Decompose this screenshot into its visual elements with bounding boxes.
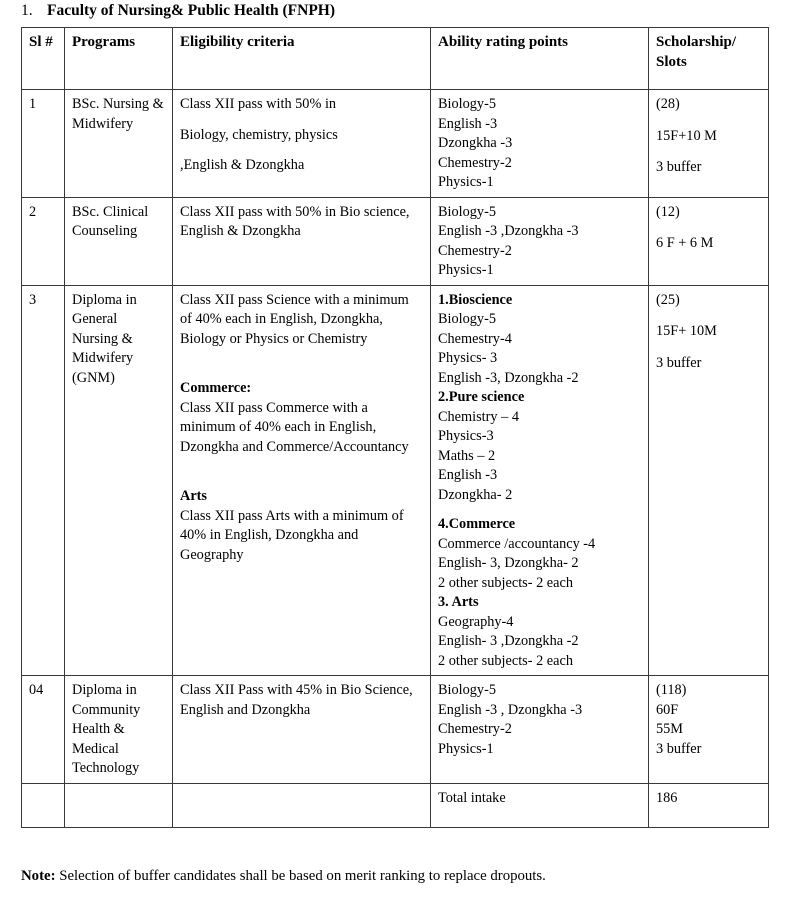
rating-line: Geography-4 <box>438 613 514 630</box>
eligibility-block-science: Class XII pass Science with a minimum of 40% each in English, Dzongkha, Biology or Physics or Chemistry <box>180 291 409 347</box>
rating-line: Physics- 3 <box>438 350 498 366</box>
rating-line: 2 other subjects- 2 each <box>438 652 573 669</box>
row-program-name: Diploma in Community Health & Medical Technology <box>65 676 173 784</box>
note-text <box>21 866 771 886</box>
rating-line: Physics-3 <box>438 428 494 444</box>
column-header-sl: Sl # <box>22 28 65 90</box>
page-title <box>21 1 761 21</box>
rating-line: Biology-5 <box>438 311 496 327</box>
column-header-ability-rating: Ability rating points <box>431 28 649 90</box>
slots-line: (118) <box>656 682 687 698</box>
note-label: Note: <box>21 868 56 884</box>
row-scholarship-slots <box>649 285 769 676</box>
table-row <box>22 285 769 676</box>
row-sl-number: 2 <box>22 197 65 285</box>
note-body: Selection of buffer candidates shall be based on merit ranking to replace dropouts. <box>55 868 546 884</box>
rating-line: 2 other subjects- 2 each <box>438 574 573 591</box>
column-header-programs: Programs <box>65 28 173 90</box>
rating-group-heading-arts: 3. Arts <box>438 594 479 610</box>
row-scholarship-slots <box>649 197 769 285</box>
total-row-empty-sl <box>22 783 65 827</box>
row-eligibility-criteria: Class XII pass with 50% in Bio science, English & Dzongkha <box>173 197 431 285</box>
table-header-row <box>22 28 769 90</box>
total-row-empty-eligibility <box>173 783 431 827</box>
rating-group-heading-bioscience: 1.Bioscience <box>438 291 513 308</box>
slots-line: 3 buffer <box>656 354 702 371</box>
rating-line: Physics-1 <box>438 262 494 278</box>
rating-line: Chemestry-2 <box>438 242 512 259</box>
slots-line: (12) <box>656 203 680 220</box>
table-row <box>22 90 769 198</box>
row-program-name: BSc. Clinical Counseling <box>65 197 173 285</box>
rating-line: Commerce /accountancy -4 <box>438 535 596 552</box>
rating-line: Physics-1 <box>438 174 494 190</box>
spacer <box>180 457 424 487</box>
slots-line: 60F <box>656 701 679 718</box>
rating-line: Biology-5 <box>438 96 496 112</box>
rating-line: Biology-5 <box>438 682 496 698</box>
total-intake-value: 186 <box>649 783 769 827</box>
rating-group-heading-pure-science: 2.Pure science <box>438 389 525 405</box>
rating-line: English -3 ,Dzongkha -3 <box>438 223 579 239</box>
row-program-name: BSc. Nursing & Midwifery <box>65 90 173 198</box>
admission-criteria-table <box>21 27 769 828</box>
total-intake-label: Total intake <box>431 783 649 827</box>
slots-line: 55M <box>656 721 684 737</box>
table-row <box>22 197 769 285</box>
rating-line: Physics-1 <box>438 740 494 757</box>
row-sl-number: 04 <box>22 676 65 784</box>
rating-line: Dzongkha -3 <box>438 135 513 151</box>
row-program-name: Diploma in General Nursing & Midwifery (GNM) <box>65 285 173 676</box>
slots-line: (28) <box>656 96 680 112</box>
rating-line: Chemestry-2 <box>438 154 512 171</box>
eligibility-block-heading-arts: Arts <box>180 488 207 504</box>
section-number: 1. <box>21 2 33 19</box>
rating-line: Chemistry – 4 <box>438 408 520 425</box>
row-scholarship-slots <box>649 676 769 784</box>
row-ability-rating-points <box>431 90 649 198</box>
rating-line: English -3 <box>438 467 498 483</box>
column-header-scholarship-slots: Scholarship/ Slots <box>649 28 769 90</box>
eligibility-line: ,English & Dzongkha <box>180 157 305 173</box>
slots-line: 3 buffer <box>656 159 702 175</box>
rating-line: English -3 <box>438 115 498 132</box>
eligibility-block-arts: Class XII pass Arts with a minimum of 40% in English, Dzongkha and Geography <box>180 507 404 563</box>
row-eligibility-criteria <box>173 90 431 198</box>
eligibility-line: Biology, chemistry, physics <box>180 126 338 143</box>
table-row <box>22 676 769 784</box>
rating-line: Biology-5 <box>438 203 496 220</box>
rating-line: English -3 , Dzongkha -3 <box>438 701 583 718</box>
column-header-eligibility: Eligibility criteria <box>173 28 431 90</box>
rating-line: English- 3 ,Dzongkha -2 <box>438 633 579 649</box>
rating-line: Chemestry-2 <box>438 721 512 737</box>
row-eligibility-criteria: Class XII Pass with 45% in Bio Science, English and Dzongkha <box>173 676 431 784</box>
table-total-row <box>22 783 769 827</box>
rating-line: Chemestry-4 <box>438 330 512 347</box>
row-ability-rating-points <box>431 285 649 676</box>
row-eligibility-criteria <box>173 285 431 676</box>
eligibility-block-commerce: Class XII pass Commerce with a minimum of 40% each in English, Dzongkha and Commerce/Accountancy <box>180 399 409 455</box>
section-title: Faculty of Nursing& Public Health (FNPH) <box>47 2 336 19</box>
rating-line: Maths – 2 <box>438 447 496 464</box>
rating-line: English -3, Dzongkha -2 <box>438 369 579 386</box>
rating-line: Dzongkha- 2 <box>438 486 513 503</box>
slots-line: 15F+ 10M <box>656 323 717 339</box>
row-sl-number: 1 <box>22 90 65 198</box>
rating-line: English- 3, Dzongkha- 2 <box>438 555 579 571</box>
row-ability-rating-points <box>431 197 649 285</box>
slots-line: (25) <box>656 291 680 308</box>
total-row-empty-program <box>65 783 173 827</box>
row-ability-rating-points <box>431 676 649 784</box>
slots-line: 3 buffer <box>656 740 702 757</box>
slots-line: 15F+10 M <box>656 127 717 144</box>
spacer <box>438 505 642 515</box>
row-sl-number: 3 <box>22 285 65 676</box>
eligibility-line: Class XII pass with 50% in <box>180 96 337 112</box>
eligibility-block-heading-commerce: Commerce: <box>180 380 252 396</box>
row-scholarship-slots <box>649 90 769 198</box>
spacer <box>180 349 424 379</box>
rating-group-heading-commerce: 4.Commerce <box>438 516 516 532</box>
slots-line: 6 F + 6 M <box>656 235 714 251</box>
